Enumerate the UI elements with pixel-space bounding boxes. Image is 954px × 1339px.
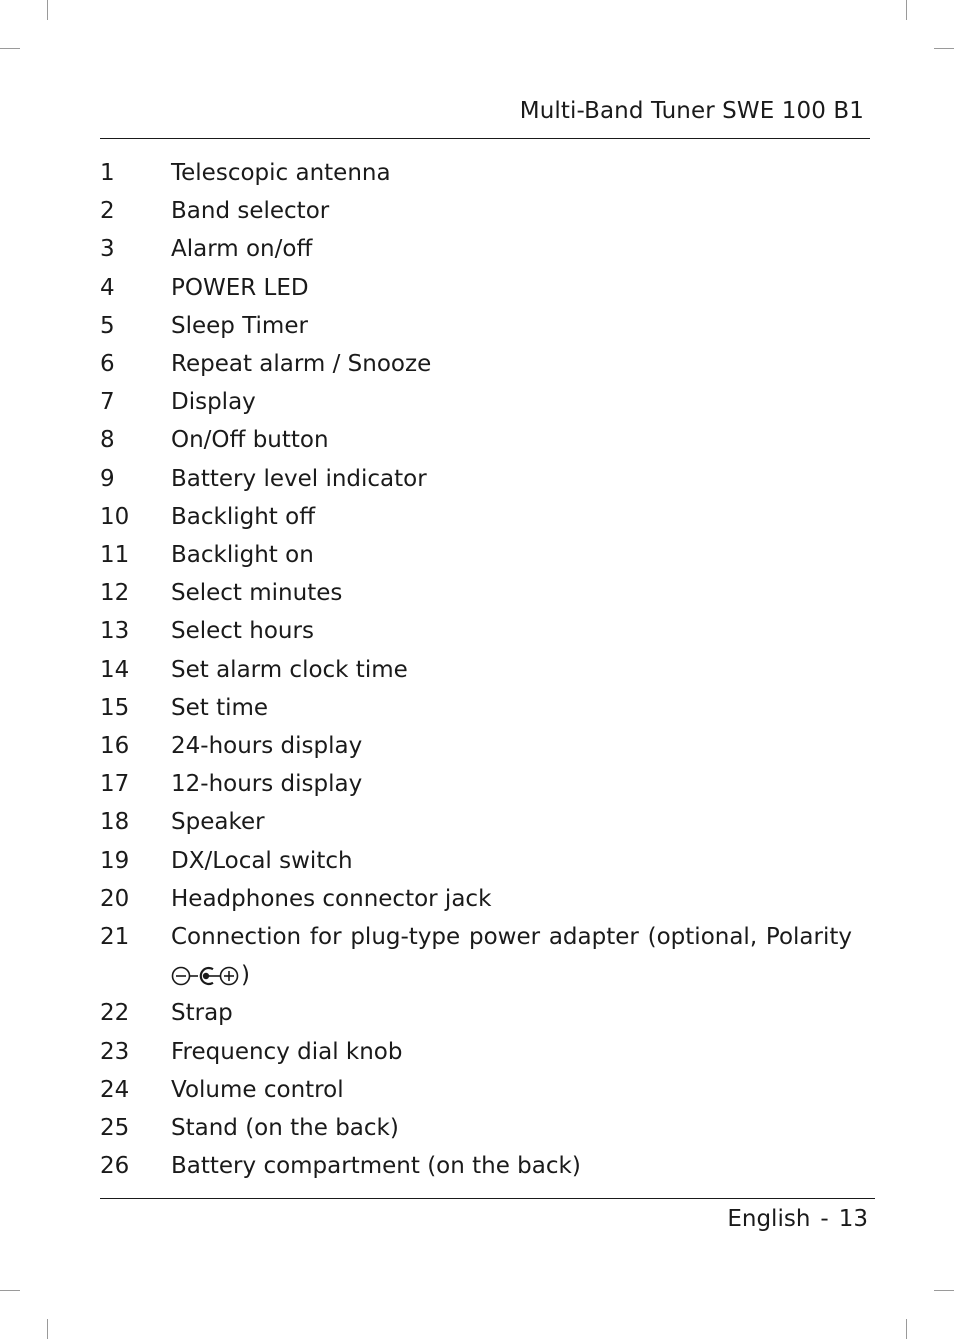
crop-mark	[934, 48, 954, 49]
list-item	[100, 460, 852, 498]
footer-separator: -	[820, 1206, 829, 1232]
list-item	[100, 803, 852, 841]
header-rule	[100, 138, 870, 139]
list-item	[100, 727, 852, 765]
item-number: 13	[100, 618, 130, 645]
item-number: 11	[100, 542, 130, 569]
list-item	[100, 154, 852, 192]
crop-mark	[934, 1290, 954, 1291]
item-number: 12	[100, 580, 130, 607]
item-number: 9	[100, 465, 115, 492]
list-item	[100, 421, 852, 459]
list-item	[100, 612, 852, 650]
item-label: Band selector	[171, 198, 330, 225]
list-item	[100, 307, 852, 345]
crop-mark	[906, 1319, 907, 1339]
item-label: POWER LED	[171, 274, 309, 301]
list-item	[100, 383, 852, 421]
item-label: Alarm on/off	[171, 236, 313, 263]
item-label-continuation	[171, 962, 250, 988]
page-header-title: Multi-Band Tuner SWE 100 B1	[519, 98, 864, 124]
item-number: 21	[100, 924, 130, 951]
parts-list	[100, 154, 852, 1185]
crop-mark	[47, 0, 48, 20]
item-label: Backlight on	[171, 542, 314, 569]
list-item	[100, 1109, 852, 1147]
item-label: Speaker	[171, 809, 265, 836]
list-item	[100, 880, 852, 918]
list-item	[100, 994, 852, 1032]
list-item	[100, 1033, 852, 1071]
item-number: 5	[100, 312, 115, 339]
item-number: 26	[100, 1153, 130, 1180]
item-label: Select minutes	[171, 580, 343, 607]
list-item	[100, 1147, 852, 1185]
item-label: Display	[171, 389, 256, 416]
item-number: 15	[100, 694, 130, 721]
crop-mark	[906, 0, 907, 20]
item-number: 18	[100, 809, 130, 836]
item-label: Strap	[171, 1000, 233, 1027]
list-item	[100, 269, 852, 307]
list-item	[100, 765, 852, 803]
item-label-text: Connection for plug-type power adapter (optional, Polarity	[171, 924, 852, 951]
page-number: 13	[838, 1206, 868, 1232]
list-item	[100, 918, 852, 994]
item-label: Set alarm clock time	[171, 656, 408, 683]
list-item	[100, 536, 852, 574]
item-label: On/Off button	[171, 427, 329, 454]
item-number: 25	[100, 1115, 130, 1142]
item-label: Select hours	[171, 618, 314, 645]
list-item	[100, 842, 852, 880]
item-label: 24-hours display	[171, 733, 363, 760]
item-label: Headphones connector jack	[171, 885, 492, 912]
item-label: Stand (on the back)	[171, 1115, 399, 1142]
item-number: 4	[100, 274, 115, 301]
item-number: 2	[100, 198, 115, 225]
list-item	[100, 192, 852, 230]
list-item	[100, 689, 852, 727]
item-number: 20	[100, 885, 130, 912]
item-number: 19	[100, 847, 130, 874]
item-number: 24	[100, 1076, 130, 1103]
list-item	[100, 498, 852, 536]
item-label: Sleep Timer	[171, 312, 308, 339]
item-label	[171, 918, 852, 994]
item-number: 10	[100, 503, 130, 530]
item-label: Battery level indicator	[171, 465, 427, 492]
item-number: 17	[100, 771, 130, 798]
item-label: 12-hours display	[171, 771, 363, 798]
list-item	[100, 1071, 852, 1109]
page-footer	[727, 1206, 868, 1232]
item-label: Set time	[171, 694, 269, 721]
list-item	[100, 230, 852, 268]
list-item	[100, 574, 852, 612]
item-label: DX/Local switch	[171, 847, 353, 874]
item-number: 6	[100, 351, 115, 378]
item-number: 14	[100, 656, 130, 683]
item-number: 22	[100, 1000, 130, 1027]
crop-mark	[47, 1319, 48, 1339]
item-number: 16	[100, 733, 130, 760]
crop-mark	[0, 1290, 20, 1291]
item-label-end: )	[241, 962, 250, 989]
footer-rule	[100, 1198, 875, 1199]
item-number: 7	[100, 389, 115, 416]
item-label: Frequency dial knob	[171, 1038, 403, 1065]
list-item	[100, 345, 852, 383]
list-item	[100, 651, 852, 689]
item-number: 8	[100, 427, 115, 454]
item-label: Battery compartment (on the back)	[171, 1153, 581, 1180]
item-label: Backlight off	[171, 503, 316, 530]
crop-mark	[0, 48, 20, 49]
item-label: Telescopic antenna	[171, 160, 391, 186]
item-number: 1	[100, 160, 115, 186]
item-label: Repeat alarm / Snooze	[171, 351, 432, 378]
item-number: 3	[100, 236, 115, 263]
footer-language: English	[727, 1206, 811, 1232]
item-number: 23	[100, 1038, 130, 1065]
item-label: Volume control	[171, 1076, 344, 1103]
polarity-symbol-icon	[171, 964, 241, 988]
